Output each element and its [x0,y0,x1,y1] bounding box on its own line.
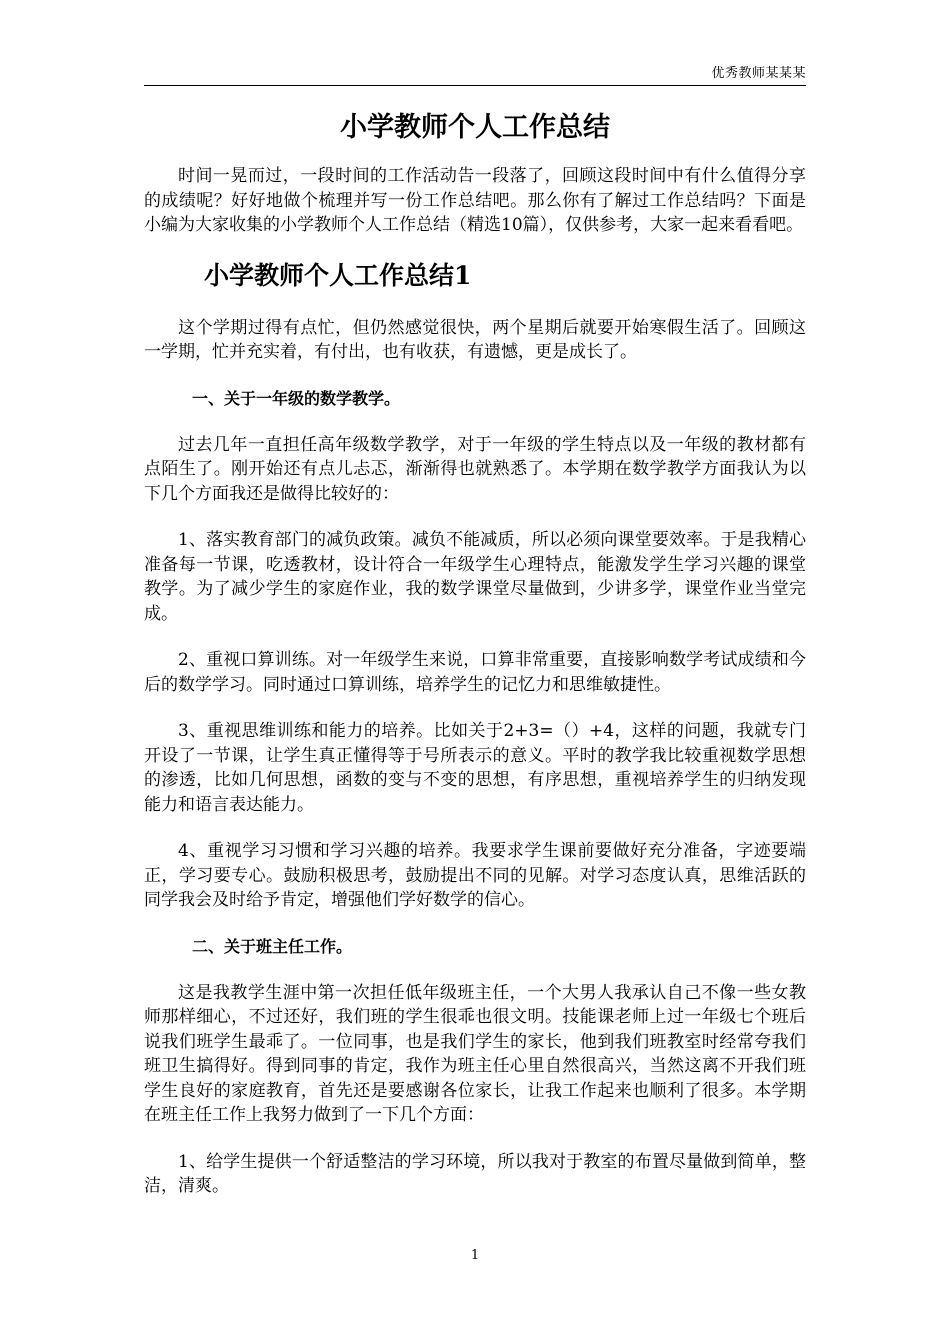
body-paragraph: 4、重视学习习惯和学习兴趣的培养。我要求学生课前要做好充分准备，字迹要端正，学习要专心。鼓励积极思考，鼓励提出不同的见解。对学习态度认真，思维活跃的同学我会及时给予肯定，增强他们学好数学的信心。 [144,841,806,910]
intro-paragraph: 时间一晃而过，一段时间的工作活动告一段落了，回顾这段时间中有什么值得分享的成绩呢？好好地做个梳理并写一份工作总结吧。那么你有了解过工作总结吗？下面是小编为大家收集的小学教师个人工作总结（精选10篇），仅供参考，大家一起来看看吧。 [144,166,806,235]
section-title: 小学教师个人工作总结1 [204,260,472,290]
subheading-class-teacher: 二、关于班主任工作。 [192,936,353,956]
body-paragraph: 这是我教学生涯中第一次担任低年级班主任，一个大男人我承认自己不像一些女教师那样细心，不过还好，我们班的学生很乖也很文明。技能课老师上过一年级七个班后说我们班学生最乖了。一位同事，也是我们学生的家长，他到我们班教室时经常夸我们班卫生搞得好。得到同事的肯定，我作为班主任心里自然很高兴，当然这离不开我们班学生良好的家庭教育，首先还是要感谢各位家长，让我工作起来也顺利了很多。本学期在班主任工作上我努力做到了一下几个方面： [144,982,806,1125]
body-paragraph: 3、重视思维训练和能力的培养。比如关于2+3=（）+4，这样的问题，我就专门开设了一节课，让学生真正懂得等于号所表示的意义。平时的教学我比较重视数学思想的渗透，比如几何思想，函数的变与不变的思想，有序思想，重视培养学生的归纳发现能力和语言表达能力。 [144,721,806,815]
body-paragraph: 1、落实教育部门的减负政策。减负不能减质，所以必须向课堂要效率。于是我精心准备每一节课，吃透教材，设计符合一年级学生心理特点，能激发学生学习兴趣的课堂教学。为了减少学生的家庭作业，我的数学课堂尽量做到，少讲多学，课堂作业当堂完成。 [144,530,806,624]
document-title: 小学教师个人工作总结 [340,112,610,143]
body-paragraph: 2、重视口算训练。对一年级学生来说，口算非常重要，直接影响数学考试成绩和今后的数学学习。同时通过口算训练，培养学生的记忆力和思维敏捷性。 [144,650,806,695]
header-divider [144,85,806,86]
page-number: 1 [470,1248,480,1263]
body-paragraph: 这个学期过得有点忙，但仍然感觉很快，两个星期后就要开始寒假生活了。回顾这一学期，忙并充实着，有付出，也有收获，有遗憾，更是成长了。 [144,317,806,362]
body-paragraph: 1、给学生提供一个舒适整洁的学习环境，所以我对于教室的布置尽量做到简单，整洁，清爽。 [144,1151,806,1196]
document-body [144,108,806,1221]
header-author: 优秀教师某某某 [711,66,806,81]
subheading-math-teaching: 一、关于一年级的数学教学。 [192,388,401,408]
body-paragraph: 过去几年一直担任高年级数学教学，对于一年级的学生特点以及一年级的教材都有点陌生了。刚开始还有点儿忐忑，渐渐得也就熟悉了。本学期在数学教学方面我认为以下几个方面我还是做得比较好的： [144,434,806,504]
